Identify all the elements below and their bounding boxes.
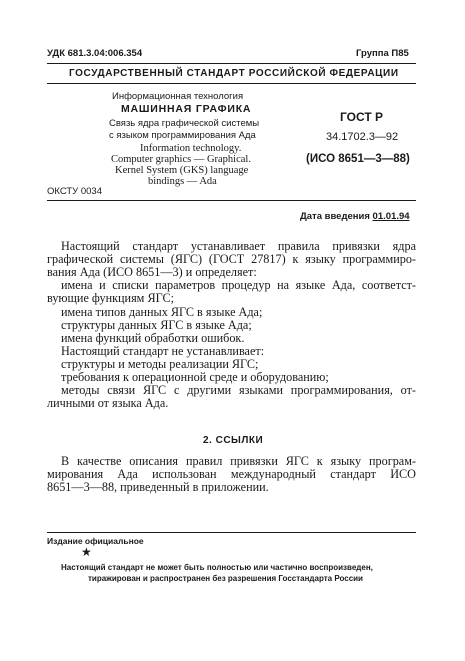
body-line: вующие функциям ЯГС; [47,291,174,305]
body-line: имена функций обработки ошибок. [61,331,245,345]
group-code: Группа П85 [356,48,409,59]
body-line: вания Ада (ИСО 8651—3) и определяет: [47,265,257,279]
english-title-line-1: Information technology. [140,143,242,154]
section-line: мирования Ада использован международный стандарт ИСО [47,467,416,481]
body-line: методы связи ЯГС с другими языками программирования, от- [61,383,416,397]
header-rule-top [47,63,416,64]
body-line: имена типов данных ЯГС в языке Ада; [61,305,263,319]
gost-number: 34.1702.3—92 [326,131,399,143]
iso-equivalent: (ИСО 8651—3—88) [306,153,410,165]
title-category: Информационная технология [112,91,244,102]
edition-label: Издание официальное [47,536,144,546]
header-rule-bottom [47,83,416,84]
section-line: 8651—3—88, приведенный в приложении. [47,480,269,494]
body-line: имена и списки параметров процедур на языке Ада, соответст- [61,278,416,292]
okstu-code: ОКСТУ 0034 [47,186,102,197]
section-line: В качестве описания правил привязки ЯГС к языку програм- [61,454,416,468]
body-line: графической системы (ЯГС) (ГОСТ 27817) к языку программиро- [47,252,416,266]
section-heading: 2. ССЫЛКИ [203,435,264,446]
gost-label: ГОСТ Р [340,110,384,124]
effective-date-label: Дата введения [300,211,370,222]
english-title-line-2: Computer graphics — Graphical. [111,154,251,165]
udk-code: УДК 681.3.04:006.354 [47,48,143,59]
copyright-notice-line-1: Настоящий стандарт не может быть полностью или частично воспроизведен, [61,563,373,572]
state-standard-banner: ГОСУДАРСТВЕННЫЙ СТАНДАРТ РОССИЙСКОЙ ФЕДЕРАЦИИ [69,68,399,79]
body-line: Настоящий стандарт устанавливает правила привязки ядра [61,239,416,253]
footer-rule [47,532,416,533]
body-line: структуры и методы реализации ЯГС; [61,357,259,371]
subtitle-line-1: Связь ядра графической системы [109,118,260,129]
star-icon: ★ [81,545,92,559]
title-separator [47,200,416,201]
body-line: структуры данных ЯГС в языке Ада; [61,318,252,332]
body-line: Настоящий стандарт не устанавливает: [61,344,265,358]
english-title-line-3: Kernel System (GKS) language [115,165,249,176]
body-line: требования к операционной среде и оборудованию; [61,370,329,384]
copyright-notice-line-2: тиражирован и распространен без разрешения Госстандарта России [88,574,363,583]
main-title: МАШИННАЯ ГРАФИКА [121,103,252,115]
body-line: личными от языка Ада. [47,396,169,410]
english-title-line-4: bindings — Ada [148,176,217,187]
effective-date [300,211,410,222]
effective-date-value: 01.01.94 [372,211,410,222]
subtitle-line-2: с языком программирования Ада [109,130,256,141]
